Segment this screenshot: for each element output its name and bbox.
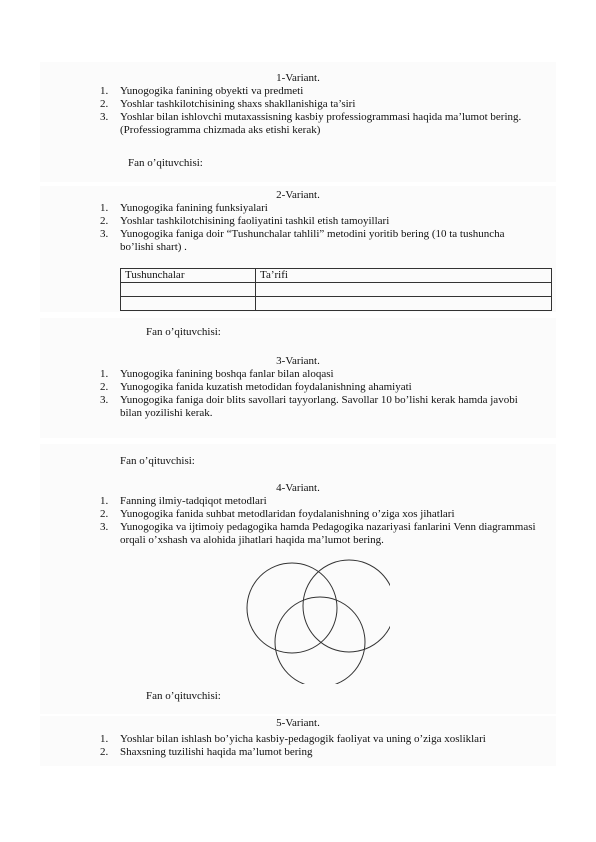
question-item bbox=[100, 85, 540, 98]
question-text: Yunogogika va ijtimoiy pedagogika hamda Pedagogika nazariyasi fanlarini Venn diagrammasi orqali o’xshash va alohida jihatlari haqida ma’lumot bering. bbox=[120, 521, 536, 546]
table-header-row bbox=[121, 269, 552, 283]
question-number: 1. bbox=[100, 495, 109, 507]
variant-4-questions bbox=[100, 495, 540, 547]
question-item bbox=[100, 228, 540, 254]
question-number: 3. bbox=[100, 394, 109, 406]
table-row bbox=[121, 297, 552, 311]
question-text: Yoshlar bilan ishlovchi mutaxassisning kasbiy professiogrammasi haqida ma’lumot bering. (Professiogramma chizmada aks etishi kerak) bbox=[120, 111, 522, 136]
question-item bbox=[100, 215, 540, 228]
venn-diagram bbox=[240, 554, 390, 684]
question-item bbox=[100, 394, 540, 420]
question-number: 3. bbox=[100, 521, 109, 533]
table-header-cell: Ta’rifi bbox=[256, 269, 552, 283]
question-number: 2. bbox=[100, 381, 109, 393]
variant-2-questions bbox=[100, 202, 540, 254]
question-text: Yoshlar bilan ishlash bo’yicha kasbiy-pedagogik faoliyat va uning o’ziga xosliklari bbox=[120, 733, 486, 745]
question-number: 1. bbox=[100, 733, 109, 745]
question-item bbox=[100, 202, 540, 215]
question-item bbox=[100, 733, 540, 746]
question-item bbox=[100, 368, 540, 381]
variant-1-questions bbox=[100, 85, 540, 137]
question-item bbox=[100, 746, 540, 759]
question-text: Yoshlar tashkilotchisining shaxs shakllanishiga ta’siri bbox=[120, 98, 356, 110]
question-number: 2. bbox=[100, 215, 109, 227]
variant-5-questions bbox=[100, 733, 540, 759]
table-cell bbox=[256, 283, 552, 297]
question-number: 3. bbox=[100, 111, 109, 123]
question-text: Yunogogika faniga doir blits savollari tayyorlang. Savollar 10 bo’lishi kerak hamda javobi bilan yozilishi kerak. bbox=[120, 394, 518, 419]
question-text: Yunogogika fanining funksiyalari bbox=[120, 202, 268, 214]
venn-circle-c bbox=[275, 597, 365, 684]
question-text: Yunogogika fanining boshqa fanlar bilan aloqasi bbox=[120, 368, 334, 380]
variant-2-title: 2-Variant. bbox=[276, 189, 320, 201]
question-number: 1. bbox=[100, 368, 109, 380]
question-number: 3. bbox=[100, 228, 109, 240]
question-item bbox=[100, 111, 540, 137]
table-cell bbox=[121, 297, 256, 311]
variant-5-title: 5-Variant. bbox=[276, 717, 320, 729]
variant-3-title: 3-Variant. bbox=[276, 355, 320, 367]
question-text: Yunogogika fanida suhbat metodlaridan foydalanishning o’ziga xos jihatlari bbox=[120, 508, 455, 520]
question-number: 2. bbox=[100, 98, 109, 110]
teacher-label: Fan o’qituvchisi: bbox=[128, 157, 203, 169]
question-item bbox=[100, 381, 540, 394]
question-number: 2. bbox=[100, 508, 109, 520]
table-cell bbox=[121, 283, 256, 297]
table-row bbox=[121, 283, 552, 297]
question-number: 1. bbox=[100, 85, 109, 97]
variant-1-title: 1-Variant. bbox=[276, 72, 320, 84]
question-item bbox=[100, 508, 540, 521]
question-text: Yunogogika fanining obyekti va predmeti bbox=[120, 85, 304, 97]
question-number: 2. bbox=[100, 746, 109, 758]
question-item bbox=[100, 521, 540, 547]
variant-4-title: 4-Variant. bbox=[276, 482, 320, 494]
terms-table bbox=[120, 268, 552, 311]
teacher-label: Fan o’qituvchisi: bbox=[120, 455, 195, 467]
question-text: Shaxsning tuzilishi haqida ma’lumot bering bbox=[120, 746, 313, 758]
table-cell bbox=[256, 297, 552, 311]
teacher-label: Fan o’qituvchisi: bbox=[146, 326, 221, 338]
question-text: Yunogogika faniga doir “Tushunchalar tahlili” metodini yoritib bering (10 ta tushuncha bo’lishi shart) . bbox=[120, 228, 505, 253]
venn-circle-a bbox=[247, 563, 337, 653]
question-text: Yoshlar tashkilotchisining faoliyatini tashkil etish tamoyillari bbox=[120, 215, 390, 227]
question-number: 1. bbox=[100, 202, 109, 214]
question-item bbox=[100, 98, 540, 111]
question-text: Fanning ilmiy-tadqiqot metodlari bbox=[120, 495, 267, 507]
teacher-label: Fan o’qituvchisi: bbox=[146, 690, 221, 702]
table-header-cell: Tushunchalar bbox=[121, 269, 256, 283]
question-text: Yunogogika fanida kuzatish metodidan foydalanishning ahamiyati bbox=[120, 381, 412, 393]
variant-3-questions bbox=[100, 368, 540, 420]
question-item bbox=[100, 495, 540, 508]
